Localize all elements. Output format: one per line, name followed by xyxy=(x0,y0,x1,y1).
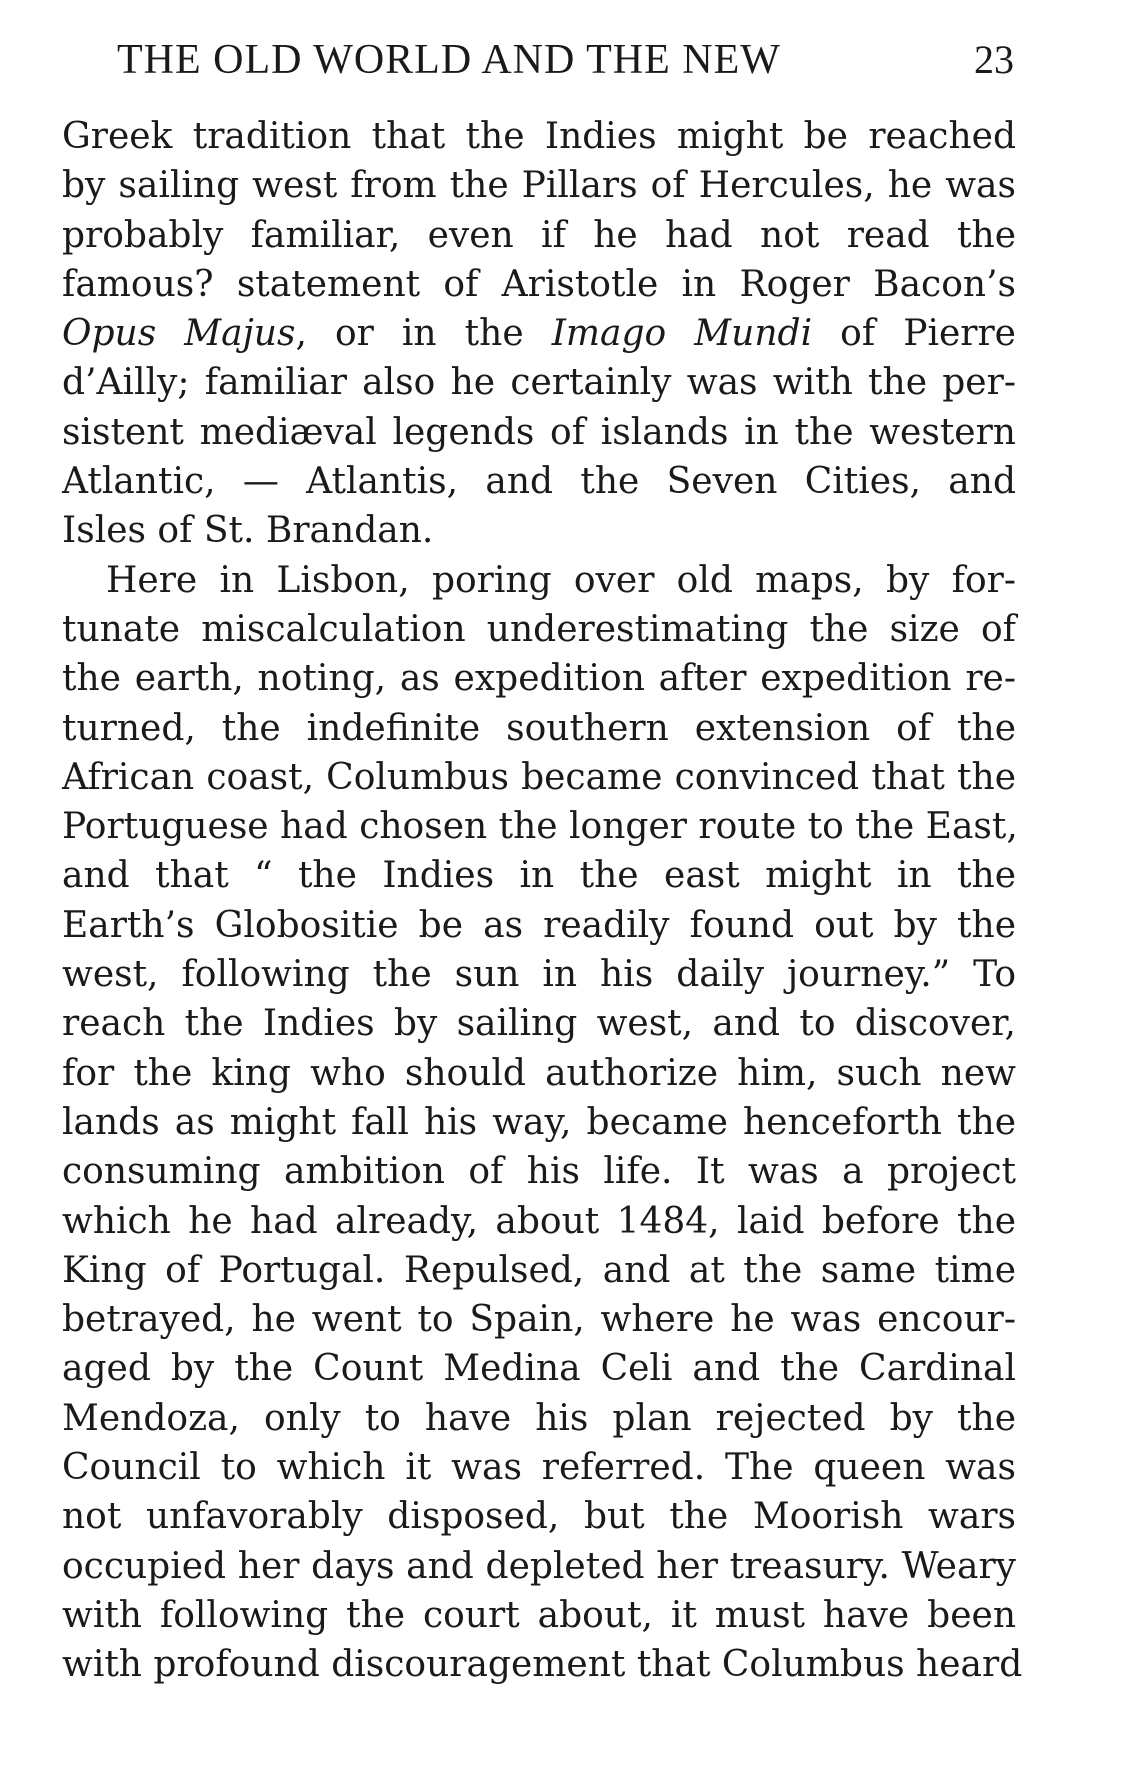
body-text xyxy=(62,112,1023,1690)
text-fragment: , or in the xyxy=(295,313,552,355)
text-line: for the king who should authorize him, such new xyxy=(62,1052,1016,1094)
text-line: d’Ailly; familiar also he certainly was with the per- xyxy=(62,362,1016,404)
text-line: tunate miscalculation underestimating the size of xyxy=(62,608,1016,650)
text-line: betrayed, he went to Spain, where he was encour- xyxy=(62,1299,1016,1341)
text-line: aged by the Count Medina Celi and the Cardinal xyxy=(62,1348,1016,1390)
text-line: Isles of St. Brandan. xyxy=(62,510,434,552)
paragraph-1 xyxy=(62,112,1016,556)
text-line: Greek tradition that the Indies might be reached xyxy=(62,116,1016,157)
text-line: west, following the sun in his daily journey.” To xyxy=(62,954,1016,996)
text-line: which he had already, about 1484, laid before the xyxy=(62,1200,1016,1242)
text-fragment: of Pierre xyxy=(812,313,1016,355)
paragraph-2 xyxy=(62,556,1023,1690)
text-line: with profound discouragement that Columbus heard xyxy=(62,1644,1023,1686)
text-line: African coast, Columbus became convinced that the xyxy=(62,756,1016,798)
text-line: Mendoza, only to have his plan rejected by the xyxy=(62,1397,1016,1439)
text-line: Council to which it was referred. The queen was xyxy=(62,1447,1016,1489)
text-line: Earth’s Globositie be as readily found out by the xyxy=(62,904,1016,946)
page-number: 23 xyxy=(974,37,1014,82)
text-line: and that “ the Indies in the east might in the xyxy=(62,855,1016,897)
italic-title-opus-majus: Opus Majus xyxy=(62,313,296,355)
italic-title-imago-mundi: Imago Mundi xyxy=(551,313,813,355)
text-line: consuming ambition of his life. It was a project xyxy=(62,1151,1016,1193)
text-line: Here in Lisbon, poring over old maps, by for- xyxy=(106,559,1016,601)
text-line: the earth, noting, as expedition after expedition re- xyxy=(62,658,1016,700)
text-line: reach the Indies by sailing west, and to discover, xyxy=(62,1003,1016,1045)
text-line: King of Portugal. Repulsed, and at the same time xyxy=(62,1249,1016,1291)
text-line: Portuguese had chosen the longer route to the East, xyxy=(62,806,1018,848)
text-line: with following the court about, it must have been xyxy=(62,1594,1016,1636)
text-line: turned, the indefinite southern extension of the xyxy=(62,707,1016,749)
text-line: by sailing west from the Pillars of Hercules, he was xyxy=(62,165,1016,207)
text-line: lands as might fall his way, became henceforth the xyxy=(62,1101,1016,1143)
text-line: occupied her days and depleted her treasury. Weary xyxy=(62,1545,1016,1587)
text-line: probably familiar, even if he had not read the xyxy=(62,214,1016,256)
running-head xyxy=(117,36,1014,86)
text-line: famous? statement of Aristotle in Roger Bacon’s xyxy=(62,263,1016,305)
text-line: not unfavorably disposed, but the Moorish wars xyxy=(62,1496,1016,1538)
text-line-with-italics xyxy=(62,309,1016,358)
running-title: THE OLD WORLD AND THE NEW xyxy=(117,37,781,83)
text-line: sistent mediæval legends of islands in the western xyxy=(62,411,1016,453)
text-line: Atlantic, — Atlantis, and the Seven Cities, and xyxy=(62,461,1016,503)
